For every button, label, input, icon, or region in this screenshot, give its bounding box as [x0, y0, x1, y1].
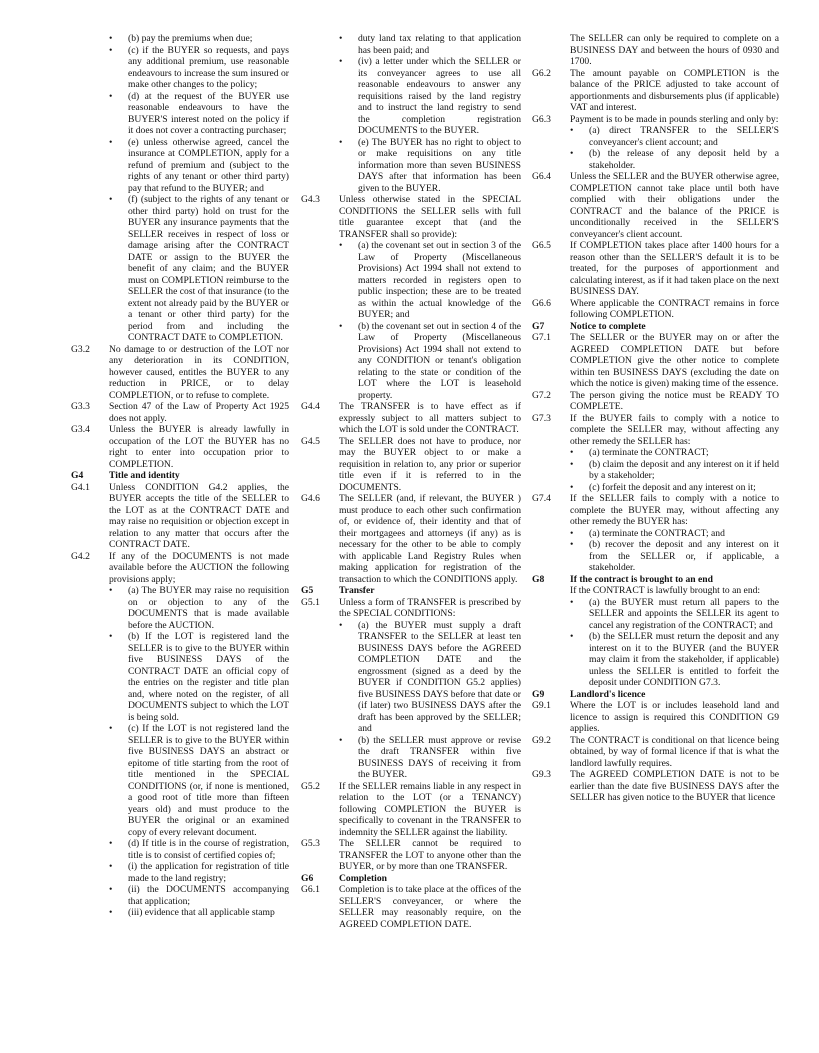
clause-g6-4: [532, 171, 779, 240]
clause-text: If the BUYER fails to comply with a notice to complete the SELLER may, without affecting any other remedy the SELLER has:: [570, 412, 779, 447]
clause-number: G3.3: [71, 401, 90, 412]
clause-number: G4.3: [301, 194, 320, 205]
clause-g6-1-continued: [532, 33, 779, 68]
list-item: • (a) the covenant set out in section 3 of the Law of Property (Miscellaneous Provisions) Act 1994 shall not extend to matters recorded in registers open to public inspection; these are to be treated as within the actual knowledge of the BUYER; and: [339, 240, 521, 321]
clause-number: G6.4: [532, 171, 551, 182]
section-title: Notice to complete: [570, 320, 646, 332]
section-title: Transfer: [339, 585, 375, 596]
clause-number: G5.1: [301, 596, 320, 608]
list-item: • (b) If the LOT is registered land the SELLER is to give to the BUYER within five BUSINESS DAYS of the CONTRACT DATE an official copy of the entries on the register and title plan and, where noted on the register, of all DOCUMENTS subject to which the LOT is being sold.: [109, 631, 289, 723]
g4-2-provisions-list: [109, 585, 289, 919]
clause-text: Unless CONDITION G4.2 applies, the BUYER accepts the title of the SELLER to the LOT as at the CONTRACT DATE and may raise no requisition or objection except in relation to any matter that occurs after the CONTRACT DATE.: [109, 481, 289, 550]
clause-number: G9.3: [532, 769, 551, 780]
section-title: Landlord's licence: [570, 688, 646, 700]
list-item: • (iii) evidence that all applicable stamp: [109, 907, 289, 919]
clause-g4-6: [301, 493, 521, 585]
clause-text: If COMPLETION takes place after 1400 hours for a reason other than the SELLER'S default it is to be treated, for the purposes of apportionment and calculating interest, as if it had taken place on the next BUSINESS DAY.: [570, 240, 779, 297]
clause-number: G9.1: [532, 700, 551, 711]
g6-3-payment-list: [570, 125, 779, 171]
clause-g7-4: [532, 493, 779, 528]
clause-number: G6.2: [532, 67, 551, 79]
list-item: • (a) the BUYER must return all papers to the SELLER and appoints the SELLER its agent to cancel any registration of the CONTRACT; and: [570, 597, 779, 632]
clause-text: If any of the DOCUMENTS is not made available before the AUCTION the following provisions apply;: [109, 550, 289, 585]
list-item: • duty land tax relating to that application has been paid; and: [339, 33, 521, 56]
clause-text: Unless the SELLER and the BUYER otherwise agree, COMPLETION cannot take place until both have complied with their obligations under the CONTRACT and the balance of the PRICE is unconditionally received in the SELLER'S conveyancer's client account.: [570, 171, 779, 240]
list-item: • (a) The BUYER may raise no requisition on or objection to any of the DOCUMENTS that is made available before the AUCTION.: [109, 585, 289, 631]
list-item: • (b) recover the deposit and any interest on it from the SELLER or, if applicable, a stakeholder.: [570, 539, 779, 574]
clause-number: G7.4: [532, 493, 551, 504]
section-heading-g9: [532, 689, 779, 701]
list-item: • (b) the SELLER must approve or revise the draft TRANSFER within five BUSINESS DAYS of receiving it from the BUYER.: [339, 735, 521, 781]
list-item: • (d) at the request of the BUYER use reasonable endeavours to have the BUYER'S interest noted on the policy if it does not cover a contracting purchaser;: [109, 91, 289, 137]
section-number: G9: [532, 688, 545, 700]
clause-number: G5.2: [301, 780, 320, 792]
list-item: • (ii) the DOCUMENTS accompanying that application;: [109, 884, 289, 907]
clause-g4-4: [301, 401, 521, 436]
clause-number: G7.2: [532, 389, 551, 401]
list-item: • (b) the release of any deposit held by a stakeholder.: [570, 148, 779, 171]
clause-number: G7.3: [532, 412, 551, 424]
section-heading-g5: [301, 585, 521, 597]
clause-text: Unless the BUYER is already lawfully in occupation of the LOT the BUYER has no right to enter into occupation prior to COMPLETION.: [109, 424, 289, 470]
clause-text: The AGREED COMPLETION DATE is not to be earlier than the date five BUSINESS DAYS after the SELLER has given notice to the BUYER that licence: [570, 769, 779, 803]
clause-g4-2: [71, 551, 289, 586]
clause-number: G9.2: [532, 734, 551, 746]
title-registration-list: [339, 33, 521, 194]
clause-text: The TRANSFER is to have effect as if expressly subject to all matters subject to which the LOT is sold under the CONTRACT.: [339, 401, 521, 435]
section-heading-g6: [301, 873, 521, 885]
clause-g5-1: [301, 597, 521, 620]
column-1: [71, 33, 289, 919]
clause-number: G4.6: [301, 493, 320, 504]
clause-text: If the CONTRACT is lawfully brought to an end:: [570, 585, 761, 596]
section-title: If the contract is brought to an end: [570, 573, 713, 585]
clause-g7-2: [532, 390, 779, 413]
column-2: [301, 33, 521, 930]
g8-consequences-list: [570, 597, 779, 689]
clause-text: The person giving the notice must be READY TO COMPLETE.: [570, 389, 779, 412]
list-item: • (e) unless otherwise agreed, cancel the insurance at COMPLETION, apply for a refund of premium and (subject to the rights of any tenant or other third party) pay that refund to the BUYER; and: [109, 137, 289, 195]
clause-number: G6.5: [532, 240, 551, 251]
clause-text: The SELLER cannot be required to TRANSFER the LOT to anyone other than the BUYER, or by more than one TRANSFER.: [339, 838, 521, 872]
clause-text: The SELLER (and, if relevant, the BUYER ) must produce to each other such confirmation of, or evidence of, their identity and that of their mortgagees and attorneys (if any) as is necessary for the other to be able to comply with applicable Land Registry Rules when making application for registration of the transaction to which the CONDITIONS apply.: [339, 493, 521, 585]
list-item: • (a) terminate the CONTRACT;: [570, 447, 779, 459]
clause-text: Where applicable the CONTRACT remains in force following COMPLETION.: [570, 297, 779, 320]
section-heading-g7: [532, 321, 779, 333]
clause-g3-3: [71, 401, 289, 424]
clause-g5-2: [301, 781, 521, 839]
clause-g3-4: [71, 424, 289, 470]
g7-4-remedies-list: [570, 528, 779, 574]
clause-g9-3: [532, 769, 779, 804]
clause-g6-2: [532, 68, 779, 114]
section-number: G5: [301, 585, 314, 596]
clause-g9-1: [532, 700, 779, 735]
clause-text: The amount payable on COMPLETION is the balance of the PRICE adjusted to take account of apportionments and disbursements plus (if applicable) VAT and interest.: [570, 67, 779, 113]
clause-text: If the SELLER remains liable in any respect in relation to the LOT (or a TENANCY) following COMPLETION the BUYER is specifically to covenant in the TRANSFER to indemnity the SELLER against the liability.: [339, 780, 521, 838]
clause-number: G4.5: [301, 435, 320, 447]
clause-number: G4.4: [301, 401, 320, 412]
clause-text: If the SELLER fails to comply with a notice to complete the BUYER may, without affecting any other remedy the BUYER has:: [570, 493, 779, 527]
clause-text: Unless a form of TRANSFER is prescribed by the SPECIAL CONDITIONS:: [339, 596, 521, 619]
section-number: G4: [71, 470, 84, 481]
list-item: • (i) the application for registration of title made to the land registry;: [109, 861, 289, 884]
clause-text: The SELLER does not have to produce, nor may the BUYER object to or make a requisition in relation to, any prior or superior title even if it is referred to in the DOCUMENTS.: [339, 435, 521, 493]
section-number: G8: [532, 573, 545, 585]
column-3: [532, 33, 779, 804]
clause-g5-3: [301, 838, 521, 873]
clause-g3-2: [71, 344, 289, 402]
list-item: • (c) If the LOT is not registered land the SELLER is to give to the BUYER within five BUSINESS DAYS an abstract or epitome of title starting from the root of title mentioned in the SPECIAL CONDITIONS (or, if none is mentioned, a good root of title more than fifteen years old) and must produce to the BUYER the original or an examined copy of every relevant document.: [109, 723, 289, 838]
clause-number: G3.4: [71, 424, 90, 435]
g7-3-remedies-list: [570, 447, 779, 493]
list-item: • (a) terminate the CONTRACT; and: [570, 528, 779, 540]
clause-g9-2: [532, 735, 779, 770]
clause-text: The SELLER or the BUYER may on or after the AGREED COMPLETION DATE but before COMPLETION give the other notice to complete within ten BUSINESS DAYS (excluding the date on which the notice is given) making time of the essence.: [570, 332, 779, 389]
list-item: • (f) (subject to the rights of any tenant or other third party) hold on trust for the BUYER any insurance payments that the SELLER receives in respect of loss or damage arising after the CONTRACT DATE or assign to the BUYER the benefit of any claim; and the BUYER must on COMPLETION reimburse to the SELLER the cost of that insurance (to the extent not already paid by the BUYER or a tenant or other third party) for the period from and including the CONTRACT DATE to COMPLETION.: [109, 194, 289, 344]
list-item: • (b) pay the premiums when due;: [109, 33, 289, 45]
clause-g6-3: [532, 114, 779, 126]
clause-g6-6: [532, 298, 779, 321]
clause-text: Where the LOT is or includes leasehold land and licence to assign is required this CONDITION G9 applies.: [570, 700, 779, 734]
list-item: • (c) if the BUYER so requests, and pays any additional premium, use reasonable endeavours to increase the sum insured or make other changes to the policy;: [109, 45, 289, 91]
list-item: • (a) direct TRANSFER to the SELLER'S conveyancer's client account; and: [570, 125, 779, 148]
list-item: • (d) If title is in the course of registration, title is to consist of certified copies of;: [109, 838, 289, 861]
insurance-obligations-list: [109, 33, 289, 344]
clause-number: G6.1: [301, 884, 320, 895]
g5-1-transfer-list: [339, 620, 521, 781]
clause-number: G4.1: [71, 481, 90, 493]
clause-g7-1: [532, 332, 779, 390]
list-item: • (e) The BUYER has no right to object to or make requisitions on any title information more than seven BUSINESS DAYS after that information has been given to the BUYER.: [339, 137, 521, 195]
clause-text: The SELLER can only be required to complete on a BUSINESS DAY and between the hours of 0930 and 1700.: [570, 33, 779, 67]
clause-number: G6.6: [532, 297, 551, 309]
list-item: • (b) claim the deposit and any interest on it if held by a stakeholder;: [570, 459, 779, 482]
list-item: • (b) the covenant set out in section 4 of the Law of Property (Miscellaneous Provisions) Act 1994 shall not extend to any CONDITION or tenant's obligation relating to the state or condition of the LOT where the LOT is leasehold property.: [339, 321, 521, 402]
list-item: • (c) forfeit the deposit and any interest on it;: [570, 482, 779, 494]
list-item: • (a) the BUYER must supply a draft TRANSFER to the SELLER at least ten BUSINESS DAYS before the AGREED COMPLETION DATE and the engrossment (signed as a deed by the BUYER if CONDITION G5.2 applies) five BUSINESS DAYS before that date or (if later) two BUSINESS DAYS after the draft has been approved by the SELLER; and: [339, 620, 521, 735]
section-title: Title and identity: [109, 470, 180, 481]
clause-g4-1: [71, 482, 289, 551]
clause-text: Completion is to take place at the offices of the SELLER'S conveyancer, or where the SELLER may reasonably require, on the AGREED COMPLETION DATE.: [339, 884, 521, 930]
g4-3-covenants-list: [339, 240, 521, 401]
section-number: G7: [532, 320, 545, 332]
clause-g6-1: [301, 884, 521, 930]
clause-g7-3: [532, 413, 779, 448]
clause-g4-5: [301, 436, 521, 494]
section-heading-g4: [71, 470, 289, 482]
clause-g6-5: [532, 240, 779, 298]
clause-text: Section 47 of the Law of Property Act 1925 does not apply.: [109, 401, 289, 424]
clause-number: G7.1: [532, 332, 551, 343]
section-heading-g8: [532, 574, 779, 586]
clause-text: Unless otherwise stated in the SPECIAL CONDITIONS the SELLER sells with full title guarantee except that (and the TRANSFER shall so provide):: [339, 194, 521, 240]
clause-text: The CONTRACT is conditional on that licence being obtained, by way of formal licence if that is what the landlord lawfully requires.: [570, 734, 779, 769]
section-title: Completion: [339, 872, 387, 884]
clause-number: G5.3: [301, 838, 320, 849]
clause-g4-3: [301, 194, 521, 240]
clause-number: G4.2: [71, 550, 90, 562]
clause-g8-intro: [532, 585, 779, 597]
section-number: G6: [301, 872, 314, 884]
list-item: • (b) the SELLER must return the deposit and any interest on it to the BUYER (and the BUYER may claim it from the stakeholder, if applicable) unless the SELLER is entitled to forfeit the deposit under CONDITION G7.3.: [570, 631, 779, 689]
list-item: • (iv) a letter under which the SELLER or its conveyancer agrees to use all reasonable endeavours to answer any requisitions raised by the land registry and to instruct the land registry to send the completion registration DOCUMENTS to the BUYER.: [339, 56, 521, 137]
clause-text: No damage to or destruction of the LOT nor any deterioration in its CONDITION, however caused, entitles the BUYER to any reduction in PRICE, or to delay COMPLETION, or to refuse to complete.: [109, 343, 289, 401]
clause-text: Payment is to be made in pounds sterling and only by:: [570, 113, 779, 125]
clause-number: G6.3: [532, 113, 551, 125]
clause-number: G3.2: [71, 343, 90, 355]
